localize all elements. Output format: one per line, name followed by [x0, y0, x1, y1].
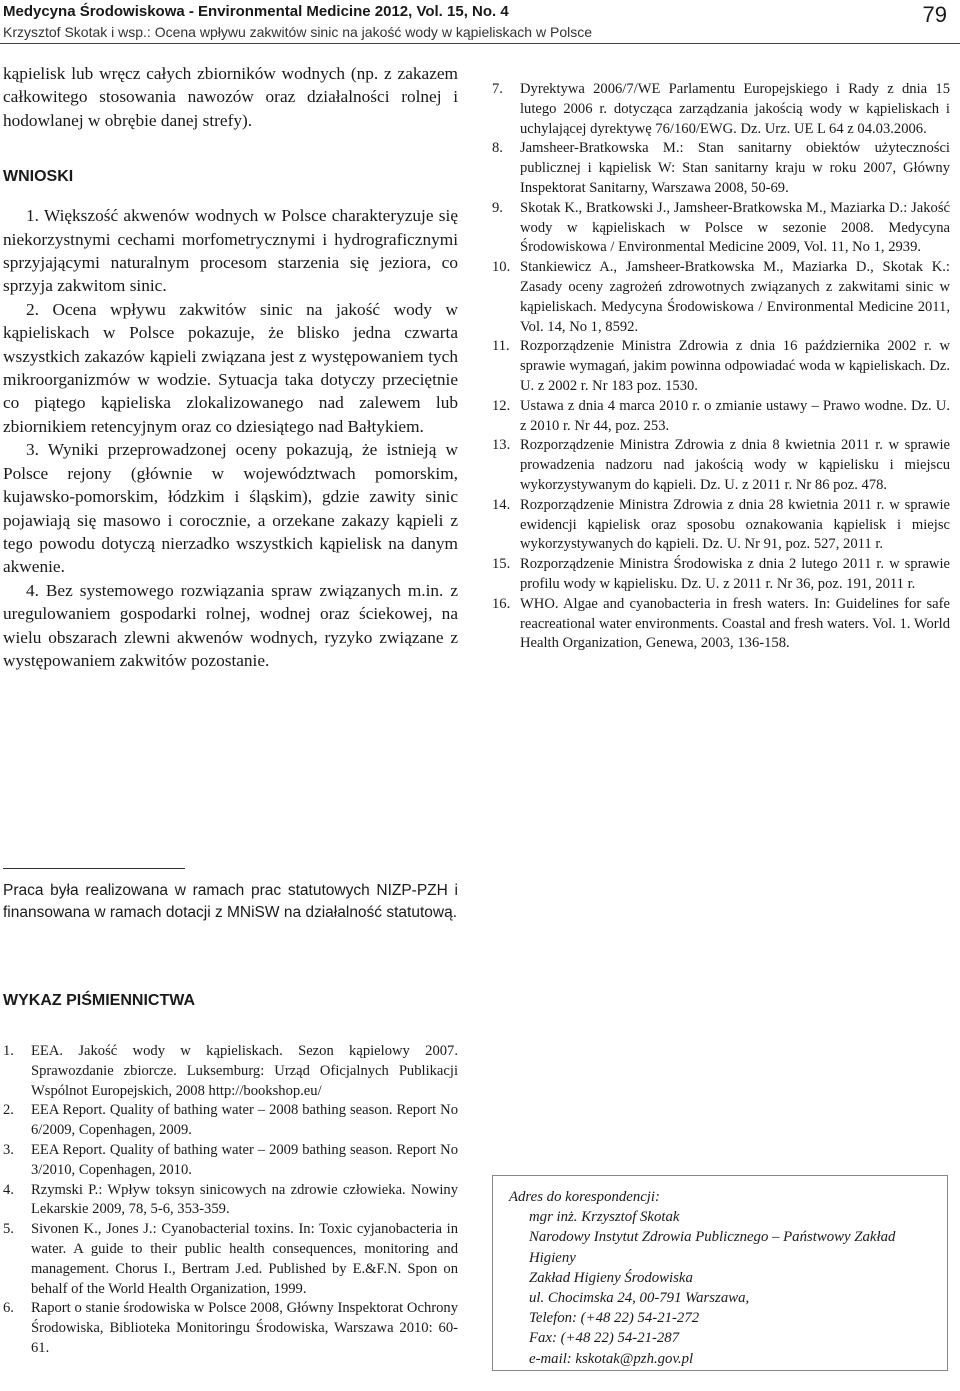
intro-paragraph: kąpielisk lub wręcz całych zbiorników wodnych (np. z zakazem całkowitego stosowania nawozów oraz działalności rolnej i hodowlanej w obrębie danej strefy).	[3, 64, 458, 130]
reference-text: Jamsheer-Bratkowska M.: Stan sanitarny obiektów użyteczności publicznej i kąpielisk W: Stan sanitarny kraju w roku 2007, Główny Inspektorat Sanitarny, Warszawa 2008, 50-69.	[520, 140, 950, 196]
reference-number: 10.	[492, 259, 511, 276]
references-heading: WYKAZ PIŚMIENNICTWA	[3, 992, 195, 1009]
reference-number: 7.	[492, 81, 503, 97]
references-left-list	[3, 1042, 458, 1359]
address-line: ul. Chocimska 24, 00-791 Warszawa,	[529, 1290, 750, 1307]
reference-item	[492, 397, 950, 437]
reference-text: EEA Report. Quality of bathing water – 2008 bathing season. Report No 6/2009, Copenhagen, 2009.	[31, 1102, 458, 1139]
address-line: Zakład Higieny Środowiska	[529, 1269, 693, 1286]
page-number: 79	[922, 2, 947, 27]
reference-text: Rozporządzenie Ministra Zdrowia z dnia 8 kwietnia 2011 r. w sprawie prowadzenia nadzoru nad jakością wody w kąpielisku i miejscu wykorzystywanym do kąpieli. Dz. U. z 2011 r. Nr 86 poz. 478.	[520, 437, 950, 493]
reference-number: 5.	[3, 1221, 14, 1238]
funding-note: Praca była realizowana w ramach prac statutowych NIZP-PZH i finansowana w ramach dotacji z MNiSW na działalność statutową.	[3, 882, 458, 921]
funding-divider	[3, 868, 185, 869]
reference-text: Rozporządzenie Ministra Środowiska z dnia 2 lutego 2011 r. w sprawie profilu wody w kąpielisku. Dz. U. z 2011 r. Nr 36, poz. 191, 2011 r.	[520, 556, 950, 592]
conclusion-3: 3. Wyniki przeprowadzonej oceny pokazują, że istnieją w Polsce rejony (głównie w województwach pomorskim, kujawsko-pomorskim, łódzkim i śląskim), gdzie zawity sinic pojawiają się masowo i corocznie, a orzekane zakazy kąpieli z tego powodu dotyczą nierzadko wszystkich kąpielisk na danym akwenie.	[3, 440, 458, 577]
address-line: Telefon: (+48 22) 54-21-272	[529, 1310, 700, 1327]
reference-item	[492, 139, 950, 198]
reference-item	[3, 1299, 458, 1358]
reference-number: 13.	[492, 437, 511, 454]
reference-text: Stankiewicz A., Jamsheer-Bratkowska M., Maziarka D., Skotak K.: Zasady oceny zagrożeń zdrowotnych związanych z zakwitami sinic w kąpieliskach. Medycyna Środowiskowa / Environmental Medicine 2011, Vol. 14, No 1, 8592.	[520, 259, 950, 335]
reference-number: 9.	[492, 199, 503, 216]
reference-item	[492, 337, 950, 396]
address-line: mgr inż. Krzysztof Skotak	[529, 1209, 680, 1226]
reference-number: 3.	[3, 1141, 14, 1158]
reference-number: 14.	[492, 496, 511, 513]
reference-item	[492, 595, 950, 654]
reference-text: Rozporządzenie Ministra Zdrowia z dnia 16 października 2002 r. w sprawie wymagań, jakim powinna odpowiadać woda w kąpieliskach. Dz. U. z 2002 r. Nr 183 poz. 1530.	[520, 338, 950, 394]
left-column	[3, 62, 458, 672]
reference-number: 6.	[3, 1300, 14, 1317]
reference-text: Raport o stanie środowiska w Polsce 2008, Główny Inspektorat Ochrony Środowiska, Biblioteka Monitoringu Środowiska, Warszawa 2010: 60-61.	[31, 1300, 458, 1356]
reference-number: 11.	[492, 338, 510, 355]
reference-item	[492, 80, 950, 139]
header-divider	[0, 43, 960, 44]
reference-item	[3, 1181, 458, 1221]
references-right-list	[492, 80, 950, 654]
address-label: Adres do korespondencji:	[509, 1189, 660, 1205]
conclusions-heading: WNIOSKI	[3, 168, 74, 186]
journal-title: Medycyna Środowiskowa - Environmental Medicine 2012, Vol. 15, No. 4	[3, 3, 509, 20]
reference-text: WHO. Algae and cyanobacteria in fresh waters. In: Guidelines for safe reacreational water environments. Coastal and fresh waters. Vol. 1. World Health Organization, Genewa, 2003, 136-158.	[520, 595, 950, 652]
reference-number: 4.	[3, 1181, 14, 1198]
reference-text: Dyrektywa 2006/7/WE Parlamentu Europejskiego i Rady z dnia 15 lutego 2006 r. dotycząca zarządzania jakością wody w kąpieliskach i uchylającej dyrektywę 76/160/EWG. Dz. Urz. UE L 64 z 04.03.2006.	[520, 81, 950, 137]
address-line: Narodowy Instytut Zdrowia Publicznego – Państwowy Zakład Higieny	[529, 1229, 896, 1266]
conclusion-2: 2. Ocena wpływu zakwitów sinic na jakość wody w kąpieliskach w Polsce pokazuje, że blisko jedna czwarta wszystkich zakazów kąpieli związana jest z występowaniem tych mikroorganizmów w wodzie. Sytuacja taka dotyczy przeciętnie co piątego kąpieliska zlokalizowanego nad zalewem lub zbiornikiem retencyjnym oraz co dziesiątego nad Bałtykiem.	[3, 299, 458, 436]
address-line: Fax: (+48 22) 54-21-287	[529, 1330, 680, 1347]
reference-item	[492, 555, 950, 595]
reference-text: EEA Report. Quality of bathing water – 2009 bathing season. Report No 3/2010, Copenhagen, 2010.	[31, 1141, 458, 1178]
reference-text: Rzymski P.: Wpływ toksyn sinicowych na zdrowie człowieka. Nowiny Lekarskie 2009, 78, 5-6, 353-359.	[31, 1181, 458, 1218]
conclusion-4: 4. Bez systemowego rozwiązania spraw związanych m.in. z uregulowaniem gospodarki rolnej, wodnej oraz ściekowej, na wielu obszarach zlewni akwenów wodnych, ryzyko związane z występowaniem zakwitów pozostanie.	[3, 580, 458, 670]
reference-item	[3, 1042, 458, 1101]
address-email[interactable]: e-mail: kskotak@pzh.gov.pl	[529, 1350, 694, 1367]
reference-text: Ustawa z dnia 4 marca 2010 r. o zmianie ustawy – Prawo wodne. Dz. U. z 2010 r. Nr 44, poz. 253.	[520, 397, 950, 434]
reference-item	[492, 258, 950, 337]
reference-text: Skotak K., Bratkowski J., Jamsheer-Bratkowska M., Maziarka D.: Jakość wody w kąpieliskach w Polsce w sezonie 2008. Medycyna Środowiskowa / Environmental Medicine 2009, Vol. 11, No 1, 2939.	[520, 199, 950, 256]
correspondence-address-box	[492, 1175, 948, 1371]
reference-number: 8.	[492, 140, 503, 157]
reference-text: Sivonen K., Jones J.: Cyanobacterial toxins. In: Toxic cyjanobacteria in water. A guide to their public health consequences, monitoring and management. Chorus I., Bertram J.ed. Published by E.&F.N. Spon on behalf of the World Health Organization, 1999.	[31, 1221, 458, 1297]
reference-item	[3, 1101, 458, 1141]
reference-number: 1.	[3, 1043, 14, 1059]
reference-number: 16.	[492, 595, 511, 612]
conclusion-1: 1. Większość akwenów wodnych w Polsce charakteryzuje się niekorzystnymi cechami morfometrycznymi i hydrograficznymi sprzyjającymi naturalnym procesom starzenia się jeziora, co sprzyja zakwitom sinic.	[3, 206, 458, 296]
reference-item	[3, 1220, 458, 1299]
page-header	[3, 2, 955, 42]
running-title: Krzysztof Skotak i wsp.: Ocena wpływu zakwitów sinic na jakość wody w kąpieliskach w Polsce	[3, 24, 592, 40]
reference-number: 12.	[492, 397, 511, 414]
reference-number: 2.	[3, 1102, 14, 1119]
reference-item	[492, 436, 950, 495]
reference-text: EEA. Jakość wody w kąpieliskach. Sezon kąpielowy 2007. Sprawozdanie zbiorcze. Luksemburg: Urząd Oficjalnych Publikacji Wspólnot Europejskich, 2008 http://bookshop.eu/	[31, 1043, 458, 1099]
reference-item	[3, 1141, 458, 1181]
reference-number: 15.	[492, 556, 511, 573]
reference-item	[492, 496, 950, 555]
reference-item	[492, 199, 950, 258]
reference-text: Rozporządzenie Ministra Zdrowia z dnia 28 kwietnia 2011 r. w sprawie ewidencji kąpielisk oraz sposobu oznakowania kąpielisk i miejsc wykorzystywanych do kąpieli. Dz. U. Nr 91, poz. 527, 2011 r.	[520, 496, 950, 553]
